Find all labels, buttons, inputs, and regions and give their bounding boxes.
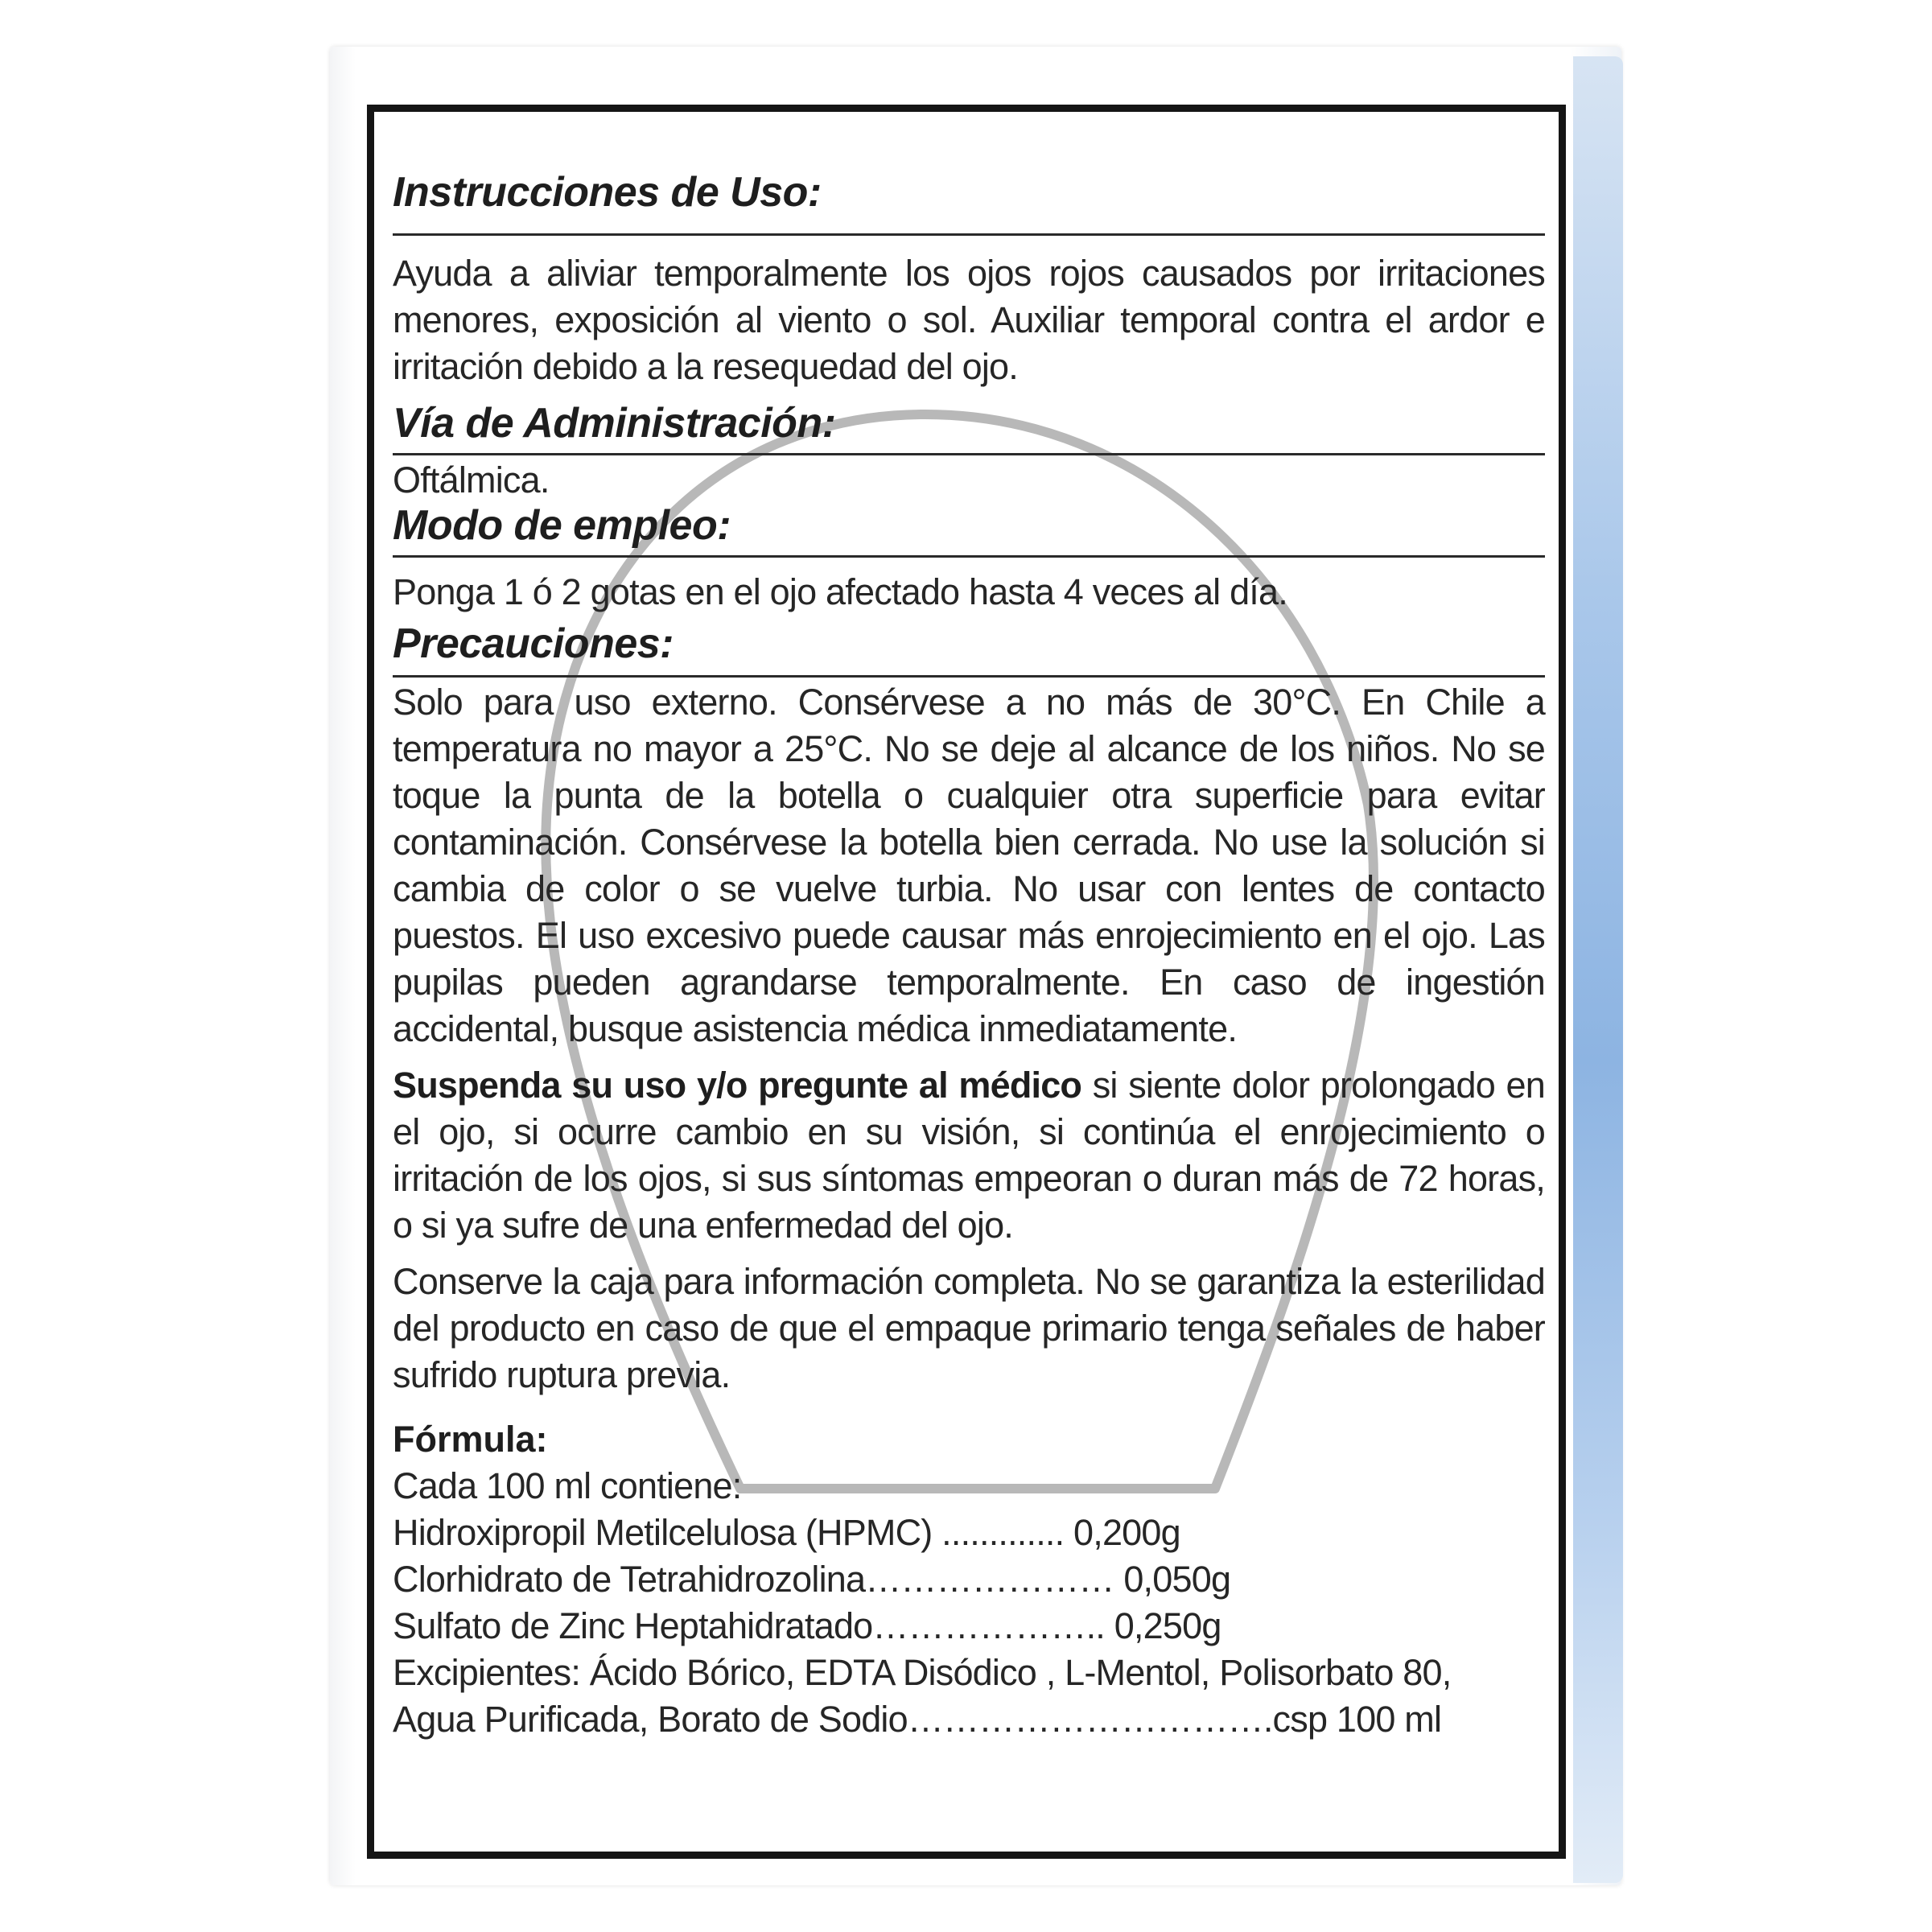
formula-item: Hidroxipropil Metilcelulosa (HPMC) ............. 0,200g (393, 1512, 1180, 1553)
precauciones-warning (393, 1062, 1545, 1249)
modo-text: Ponga 1 ó 2 gotas en el ojo afectado hasta 4 veces al día. (393, 571, 1287, 612)
conserve-text: Conserve la caja para información completa. No se garantiza la esterilidad del producto en caso de que el empaque primario tenga señales de haber sufrido ruptura previa. (393, 1261, 1545, 1395)
modo-heading: Modo de empleo: (393, 502, 731, 549)
formula-excipients: Excipientes: Ácido Bórico, EDTA Disódico , L-Mentol, Polisorbato 80, (393, 1652, 1452, 1693)
warning-text: si siente dolor prolongado en el ojo, si ocurre cambio en su visión, si continúa el enrojecimiento o irritación de los ojos, si sus síntomas empeoran o duran más de 72 horas, o si ya sufre de una enfermedad del ojo. (393, 1065, 1545, 1246)
box-side-edge (1573, 56, 1623, 1883)
divider (393, 453, 1545, 455)
formula-intro: Cada 100 ml contiene: (393, 1465, 742, 1506)
warning-bold: Suspenda su uso y/o pregunte al médico (393, 1065, 1082, 1106)
instrucciones-heading: Instrucciones de Uso: (393, 169, 822, 216)
divider (393, 555, 1545, 558)
formula-excipients-cont: Agua Purificada, Borato de Sodio………………………….csp 100 ml (393, 1699, 1442, 1740)
label-content (393, 167, 1545, 1743)
formula-heading: Fórmula: (393, 1419, 548, 1460)
formula-item: Clorhidrato de Tetrahidrozolina………………… 0,050g (393, 1559, 1231, 1600)
instrucciones-text: Ayuda a aliviar temporalmente los ojos rojos causados por irritaciones menores, exposición al viento o sol. Auxiliar temporal contra el ardor e irritación debido a la resequedad del ojo. (393, 253, 1545, 387)
divider (393, 233, 1545, 236)
via-heading: Vía de Administración: (393, 400, 836, 447)
via-text: Oftálmica. (393, 459, 550, 501)
precauciones-heading: Precauciones: (393, 620, 674, 667)
divider (393, 675, 1545, 678)
formula-item: Sulfato de Zinc Heptahidratado……………….. 0,250g (393, 1605, 1221, 1646)
precauciones-text: Solo para uso externo. Consérvese a no más de 30°C. En Chile a temperatura no mayor a 25°C. No se deje al alcance de los niños. No se toque la punta de la botella o cualquier otra superficie para evitar contaminación. Consérvese la botella bien cerrada. No use la solución si cambia de color o se vuelve turbia. No usar con lentes de contacto puestos. El uso excesivo puede causar más enrojecimiento en el ojo. Las pupilas pueden agrandarse temporalmente. En caso de ingestión accidental, busque asistencia médica inmediatamente. (393, 682, 1545, 1049)
